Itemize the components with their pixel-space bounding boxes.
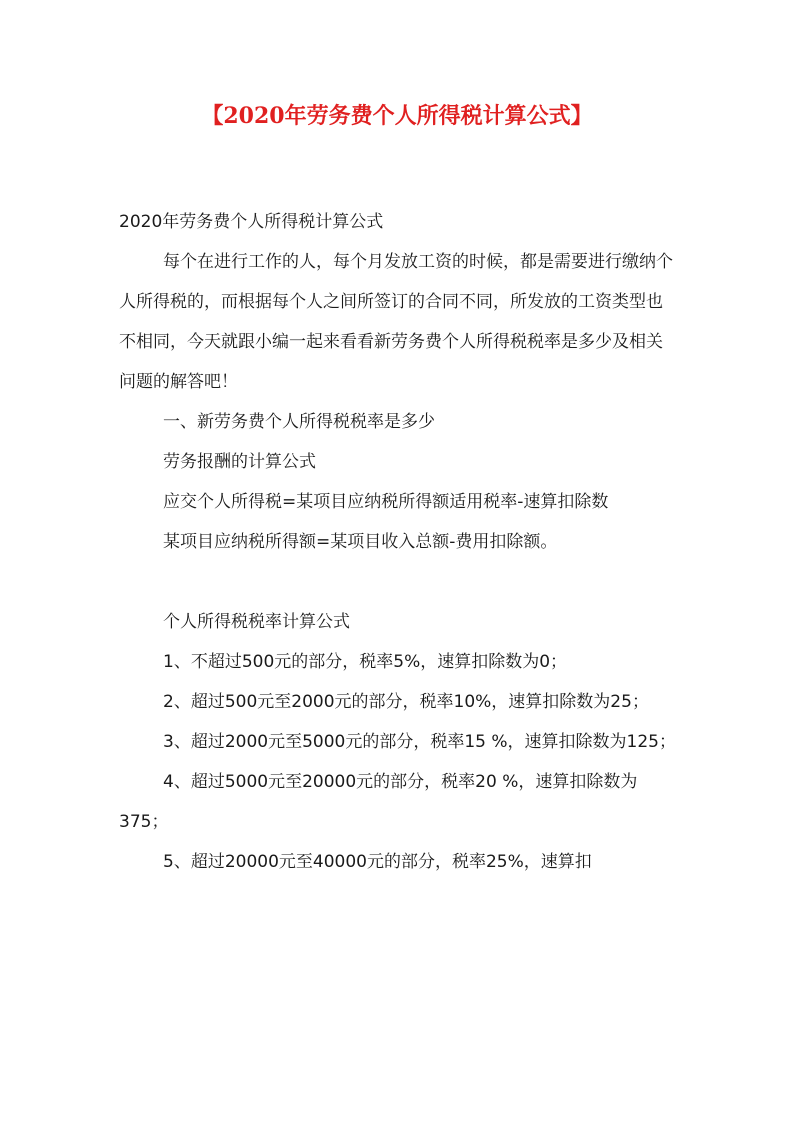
labor-formula-heading: 劳务报酬的计算公式 [163,452,316,472]
document-title: 【2020年劳务费个人所得税计算公式】 [201,103,593,129]
rate-formula-heading: 个人所得税税率计算公式 [163,612,350,632]
tax-bracket-item: 2、超过500元至2000元的部分，税率10%，速算扣除数为25； [163,692,649,712]
paragraph-spacer [119,562,679,602]
tax-bracket-item: 4、超过5000元至20000元的部分，税率20 %，速算扣除数为375； [119,772,638,832]
tax-bracket-item: 1、不超过500元的部分，税率5%，速算扣除数为0； [163,652,568,672]
tax-bracket-item: 3、超过2000元至5000元的部分，税率15 %，速算扣除数为125； [163,732,676,752]
intro-paragraph: 每个在进行工作的人，每个月发放工资的时候，都是需要进行缴纳个人所得税的，而根据每个人之间所签订的合同不同，所发放的工资类型也不相同，今天就跟小编一起来看看新劳务费个人所得税税率是多少及相关问题的解答吧！ [119,252,673,392]
formula-paragraph: 某项目应纳税所得额=某项目收入总额-费用扣除额。 [163,532,558,552]
section-heading: 一、新劳务费个人所得税税率是多少 [163,412,435,432]
formula-paragraph: 应交个人所得税=某项目应纳税所得额适用税率-速算扣除数 [163,492,609,512]
document-body [119,202,679,882]
tax-bracket-item: 5、超过20000元至40000元的部分，税率25%，速算扣 [163,852,592,872]
document-subtitle: 2020年劳务费个人所得税计算公式 [119,212,384,232]
